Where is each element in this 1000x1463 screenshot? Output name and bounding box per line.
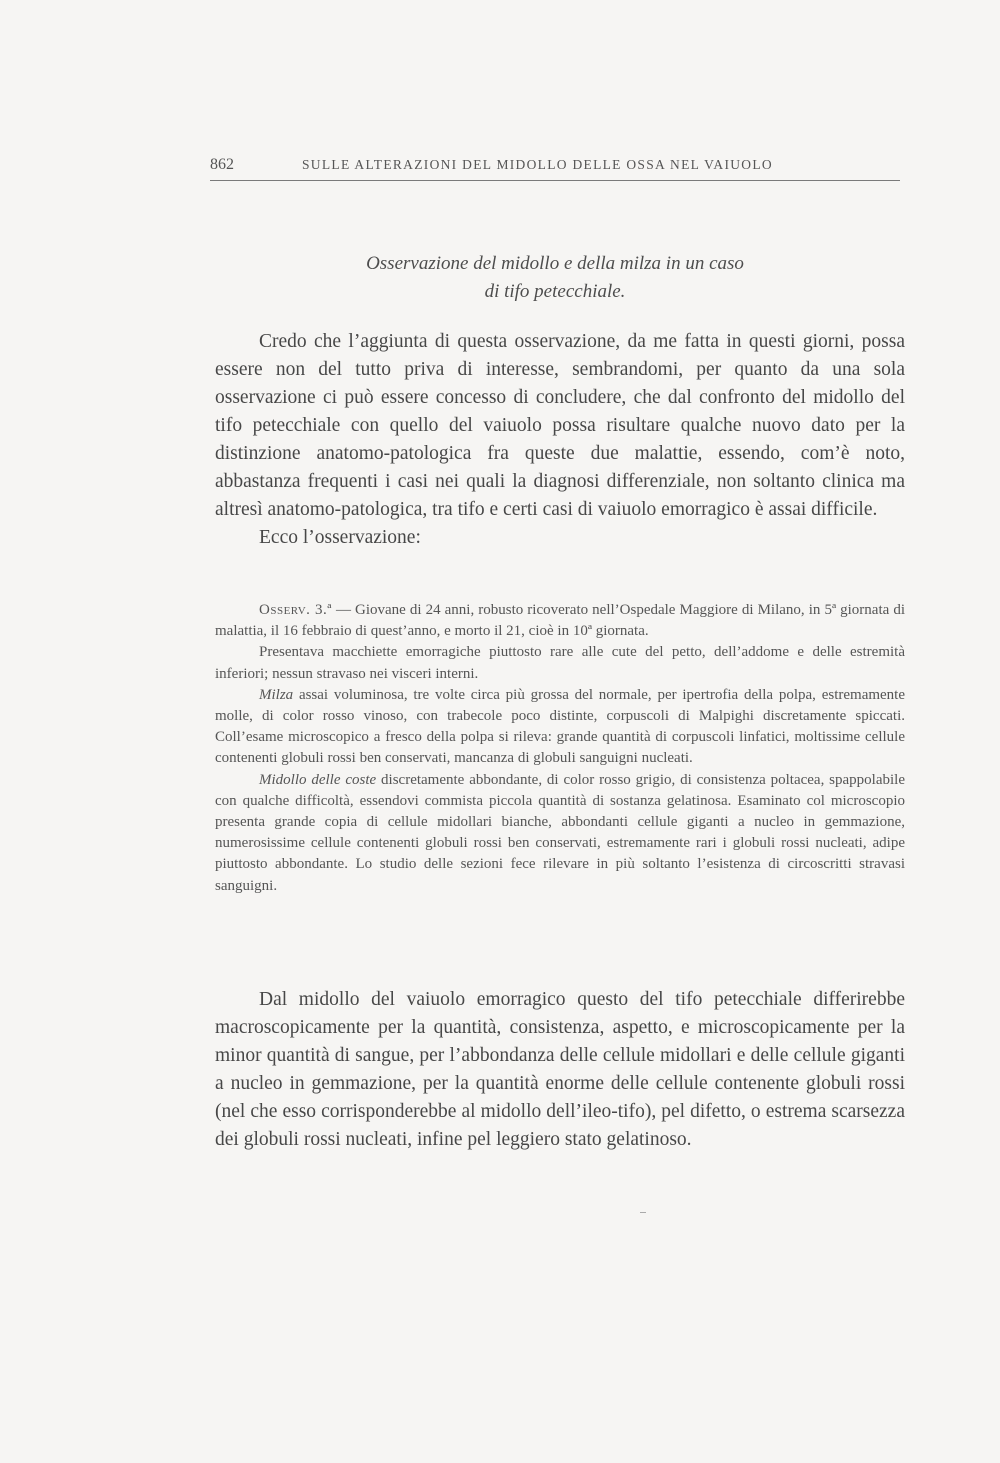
case-report	[215, 600, 905, 897]
section-title-line-1: Osservazione del midollo e della milza in un caso	[366, 253, 744, 274]
running-header	[210, 156, 900, 181]
midollo-label: Midollo delle coste	[259, 771, 377, 788]
midollo-paragraph	[215, 770, 905, 897]
case-opening: — Giovane di 24 anni, robusto ricoverato nell’Ospedale Maggiore di Milano, in 5ª giornata di malattia, il 16 febbraio di quest’anno, e morto il 21, cioè in 10ª giornata.	[215, 602, 906, 640]
running-title: SULLE ALTERAZIONI DEL MIDOLLO DELLE OSSA NEL VAIUOLO	[302, 157, 773, 172]
intro-text	[215, 328, 905, 552]
ecco-line: Ecco l’osservazione:	[259, 527, 421, 548]
case-label: Osserv. 3.ª	[259, 602, 332, 618]
case-opening-paragraph	[215, 600, 905, 642]
print-speck	[640, 1212, 646, 1213]
section-title-line-2: di tifo petecchiale.	[484, 281, 626, 302]
conclusion-paragraph: Dal midollo del vaiuolo emorragico questo del tifo petecchiale differirebbe macroscopicamente per la quantità, consistenza, aspetto, e microscopicamente per la minor quantità di sangue, per l’abbondanza delle cellule midollari e delle cellule giganti a nucleo in gemmazione, per la quantità enorme delle cellule contenente globuli rossi (nel che esso corrisponderebbe al midollo dell’ileo-tifo), pel difetto, o estrema scarsezza dei globuli rossi nucleati, infine pel leggiero stato gelatinoso.	[215, 989, 905, 1150]
section-title	[260, 250, 850, 306]
conclusion-text	[215, 986, 905, 1154]
milza-paragraph	[215, 685, 905, 770]
milza-label: Milza	[259, 686, 294, 703]
intro-paragraph: Credo che l’aggiunta di questa osservazione, da me fatta in questi giorni, possa essere non del tutto priva di interesse, sembrandomi, per quanto da una sola osservazione ci può essere concesso di concludere, che dal confronto del midollo del tifo petecchiale con quello del vaiuolo possa risultare qualche nuovo dato per la distinzione anatomo-patologica fra queste due malattie, essendo, com’è noto, abbastanza frequenti i casi nei quali la diagnosi differenziale, non soltanto clinica ma altresì anatomo-patologica, tra tifo e certi casi di vaiuolo emorragico è assai difficile.	[215, 331, 905, 520]
case-presentation: Presentava macchiette emorragiche piuttosto rare alle cute del petto, dell’addome e delle estremità inferiori; nessun stravaso nei visceri interni.	[215, 644, 905, 682]
page-number: 862	[210, 156, 234, 173]
midollo-text: discretamente abbondante, di color rosso grigio, di consistenza poltacea, spappolabile con qualche difficoltà, essendovi commista piccola quantità di sostanza gelatinosa. Esaminato col microscopio presenta grande copia di cellule midollari bianche, abbondanti cellule giganti a nucleo in gemmazione, numerosissime cellule contenenti globuli rossi ben conservati, estremamente rari i globuli rossi nucleati, adipe piuttosto abbondante. Lo studio delle sezioni fece rilevare in più soltanto l’esistenza di circoscritti stravasi sanguigni.	[215, 771, 905, 894]
milza-text: assai voluminosa, tre volte circa più grossa del normale, per ipertrofia della polpa, estremamente molle, di color rosso vinoso, con trabecole poco distinte, corpuscoli di Malpighi discretamente spiccati. Coll’esame microscopico a fresco della polpa si rileva: grande quantità di corpuscoli linfatici, moltissime cellule contenenti globuli rossi ben conservati, mancanza di globuli sanguigni nucleati.	[215, 686, 905, 767]
